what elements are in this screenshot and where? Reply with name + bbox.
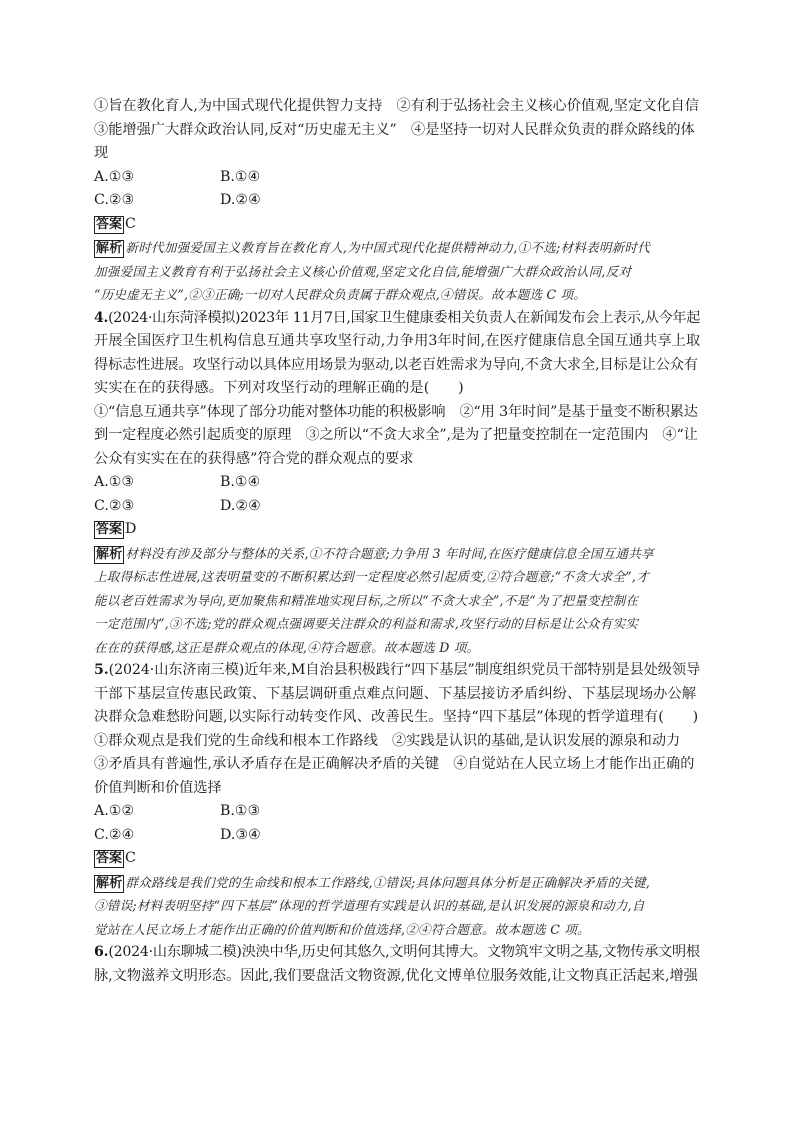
question-5 bbox=[94, 659, 700, 941]
option-b: B.①④ bbox=[220, 168, 261, 185]
answer-line bbox=[94, 847, 700, 871]
options-row bbox=[94, 189, 700, 213]
option-d: D.②④ bbox=[220, 192, 261, 208]
question-stem-line: 得标志性进展。攻坚行动以具体应用场景为驱动,以老百姓需求为导向,不贪大求全,目标是让公众有 bbox=[94, 356, 698, 373]
option-c: C.②③ bbox=[94, 497, 135, 514]
question-stem-line: 实实在在的获得感。下列对攻坚行动的理解正确的是( ) bbox=[94, 380, 464, 396]
statement-line: ③矛盾具有普遍性,承认矛盾存在是正确解决矛盾的关键 ④自觉站在人民立场上才能作出正确的 bbox=[94, 756, 695, 772]
statement-line: ①群众观点是我们党的生命线和根本工作路线 ②实践是认识的基础,是认识发展的源泉和动力 bbox=[94, 732, 681, 749]
statement-line: ③能增强广大群众政治认同,反对“历史虚无主义” ④是坚持一切对人民群众负责的群众路线的体 bbox=[94, 121, 695, 138]
question-stem-line: 决群众急难愁盼问题,以实际行动转变作风、改善民生。坚持“四下基层”体现的哲学道理有( ) bbox=[94, 709, 699, 725]
question-3 bbox=[94, 95, 700, 307]
statement-line: 到一定程度必然引起质变的原理 ③之所以“不贪大求全”,是为了把量变控制在一定范围内 ④“让 bbox=[94, 427, 698, 443]
statement-line: ①“信息互通共享”体现了部分功能对整体功能的积极影响 ②“用 3年时间”是基于量变不断积累达 bbox=[94, 403, 698, 420]
answer-line bbox=[94, 518, 700, 542]
analysis-line: 觉站在人民立场上才能作出正确的价值判断和价值选择,②④符合题意。故本题选 C 项。 bbox=[94, 921, 590, 937]
analysis-label: 解析 bbox=[96, 546, 123, 562]
options-row bbox=[94, 495, 700, 519]
option-c: C.②③ bbox=[94, 192, 135, 208]
options-row bbox=[94, 471, 700, 495]
question-stem-line bbox=[94, 941, 700, 965]
options-row bbox=[94, 800, 700, 824]
options-row bbox=[94, 166, 700, 190]
question-number: 4. bbox=[94, 309, 109, 326]
analysis-label: 解析 bbox=[96, 875, 123, 891]
question-stem-line: 脉,文物滋养文明形态。因此,我们要盘活文物资源,优化文博单位服务效能,让文物真正活起来,增强 bbox=[94, 967, 698, 984]
analysis-line bbox=[94, 542, 700, 566]
statement-line: 公众有实实在在的获得感”符合党的群众观点的要求 bbox=[94, 450, 414, 467]
analysis-line: “历史虚无主义”,②③正确;一切对人民群众负责属于群众观点,④错误。故本题选 C 项。 bbox=[94, 287, 587, 302]
analysis-text: 材料没有涉及部分与整体的关系,①不符合题意;力争用 3 年时间,在医疗健康信息全国互通共享 bbox=[125, 545, 654, 561]
option-b: B.①④ bbox=[220, 474, 261, 490]
question-stem-line bbox=[94, 659, 700, 683]
statement-line: 价值判断和价值选择 bbox=[94, 779, 222, 796]
analysis-line bbox=[94, 236, 700, 260]
answer-value: C bbox=[125, 850, 136, 866]
option-a: A.①② bbox=[94, 803, 135, 819]
option-b: B.①③ bbox=[220, 803, 261, 819]
question-number: 6. bbox=[94, 944, 109, 960]
answer-label: 答案 bbox=[96, 216, 123, 232]
analysis-line: 一定范围内”,③不选;党的群众观点强调要关注群众的利益和需求,攻坚行动的目标是让公众有实实 bbox=[94, 616, 639, 631]
analysis-line: 能以老百姓需求为导向,更加聚焦和精准地实现目标,之所以“不贪大求全”,不是“为了把量变控制在 bbox=[94, 592, 639, 608]
document-page bbox=[94, 95, 700, 988]
options-row bbox=[94, 824, 700, 848]
option-a: A.①③ bbox=[94, 168, 135, 185]
question-stem-line bbox=[94, 307, 700, 331]
option-c: C.②④ bbox=[94, 826, 135, 843]
answer-value: C bbox=[125, 215, 136, 232]
analysis-text: 新时代加强爱国主义教育旨在教化育人,为中国式现代化提供精神动力,①不选;材料表明新时代 bbox=[125, 240, 651, 255]
question-4 bbox=[94, 307, 700, 660]
statement-line: ①旨在教化育人,为中国式现代化提供智力支持 ②有利于弘扬社会主义核心价值观,坚定文化自信 bbox=[94, 98, 699, 114]
answer-label: 答案 bbox=[96, 851, 123, 866]
stem-text: (2024·山东菏泽模拟)2023年 11月7日,国家卫生健康委相关负责人在新闻发布会上表示,从今年起 bbox=[108, 309, 700, 326]
analysis-line: 加强爱国主义教育有利于弘扬社会主义核心价值观,坚定文化自信,能增强广大群众政治认同,反对 bbox=[94, 263, 632, 279]
question-stem-line: 干部下基层宣传惠民政策、下基层调研重点难点问题、下基层接访矛盾纠纷、下基层现场办公解 bbox=[94, 685, 697, 702]
question-6 bbox=[94, 941, 700, 988]
option-d: D.③④ bbox=[220, 826, 261, 843]
analysis-line: 上取得标志性进展,这表明量变的不断积累达到一定程度必然引起质变,②符合题意;“不贪大求全”,才 bbox=[94, 569, 649, 584]
answer-label: 答案 bbox=[96, 522, 123, 537]
answer-line bbox=[94, 213, 700, 237]
answer-value: D bbox=[125, 521, 137, 537]
analysis-line bbox=[94, 871, 700, 895]
stem-text: (2024·山东聊城二模)泱泱中华,历史何其悠久,文明何其博大。文物筑牢文明之基,文物传承文明根 bbox=[108, 944, 700, 960]
statement-line: 现 bbox=[94, 145, 109, 161]
analysis-label: 解析 bbox=[96, 241, 123, 256]
option-a: A.①③ bbox=[94, 474, 135, 490]
question-number: 5. bbox=[94, 662, 109, 678]
analysis-text: 群众路线是我们党的生命线和根本工作路线,①错误;具体问题具体分析是正确解决矛盾的关键, bbox=[125, 874, 651, 890]
analysis-line: ③错误;材料表明坚持“四下基层”体现的哲学道理有实践是认识的基础,是认识发展的源泉和动力,自 bbox=[94, 898, 645, 913]
option-d: D.②④ bbox=[220, 497, 261, 514]
question-stem-line: 开展全国医疗卫生机构信息互通共享攻坚行动,力争用3年时间,在医疗健康信息全国互通共享上取 bbox=[94, 333, 701, 349]
stem-text: (2024·山东济南三模)近年来,M自治县积极践行“四下基层”制度组织党员干部特别是县处级领导 bbox=[108, 662, 701, 678]
analysis-line: 在在的获得感,这正是群众观点的体现,④符合题意。故本题选 D 项。 bbox=[94, 639, 480, 655]
